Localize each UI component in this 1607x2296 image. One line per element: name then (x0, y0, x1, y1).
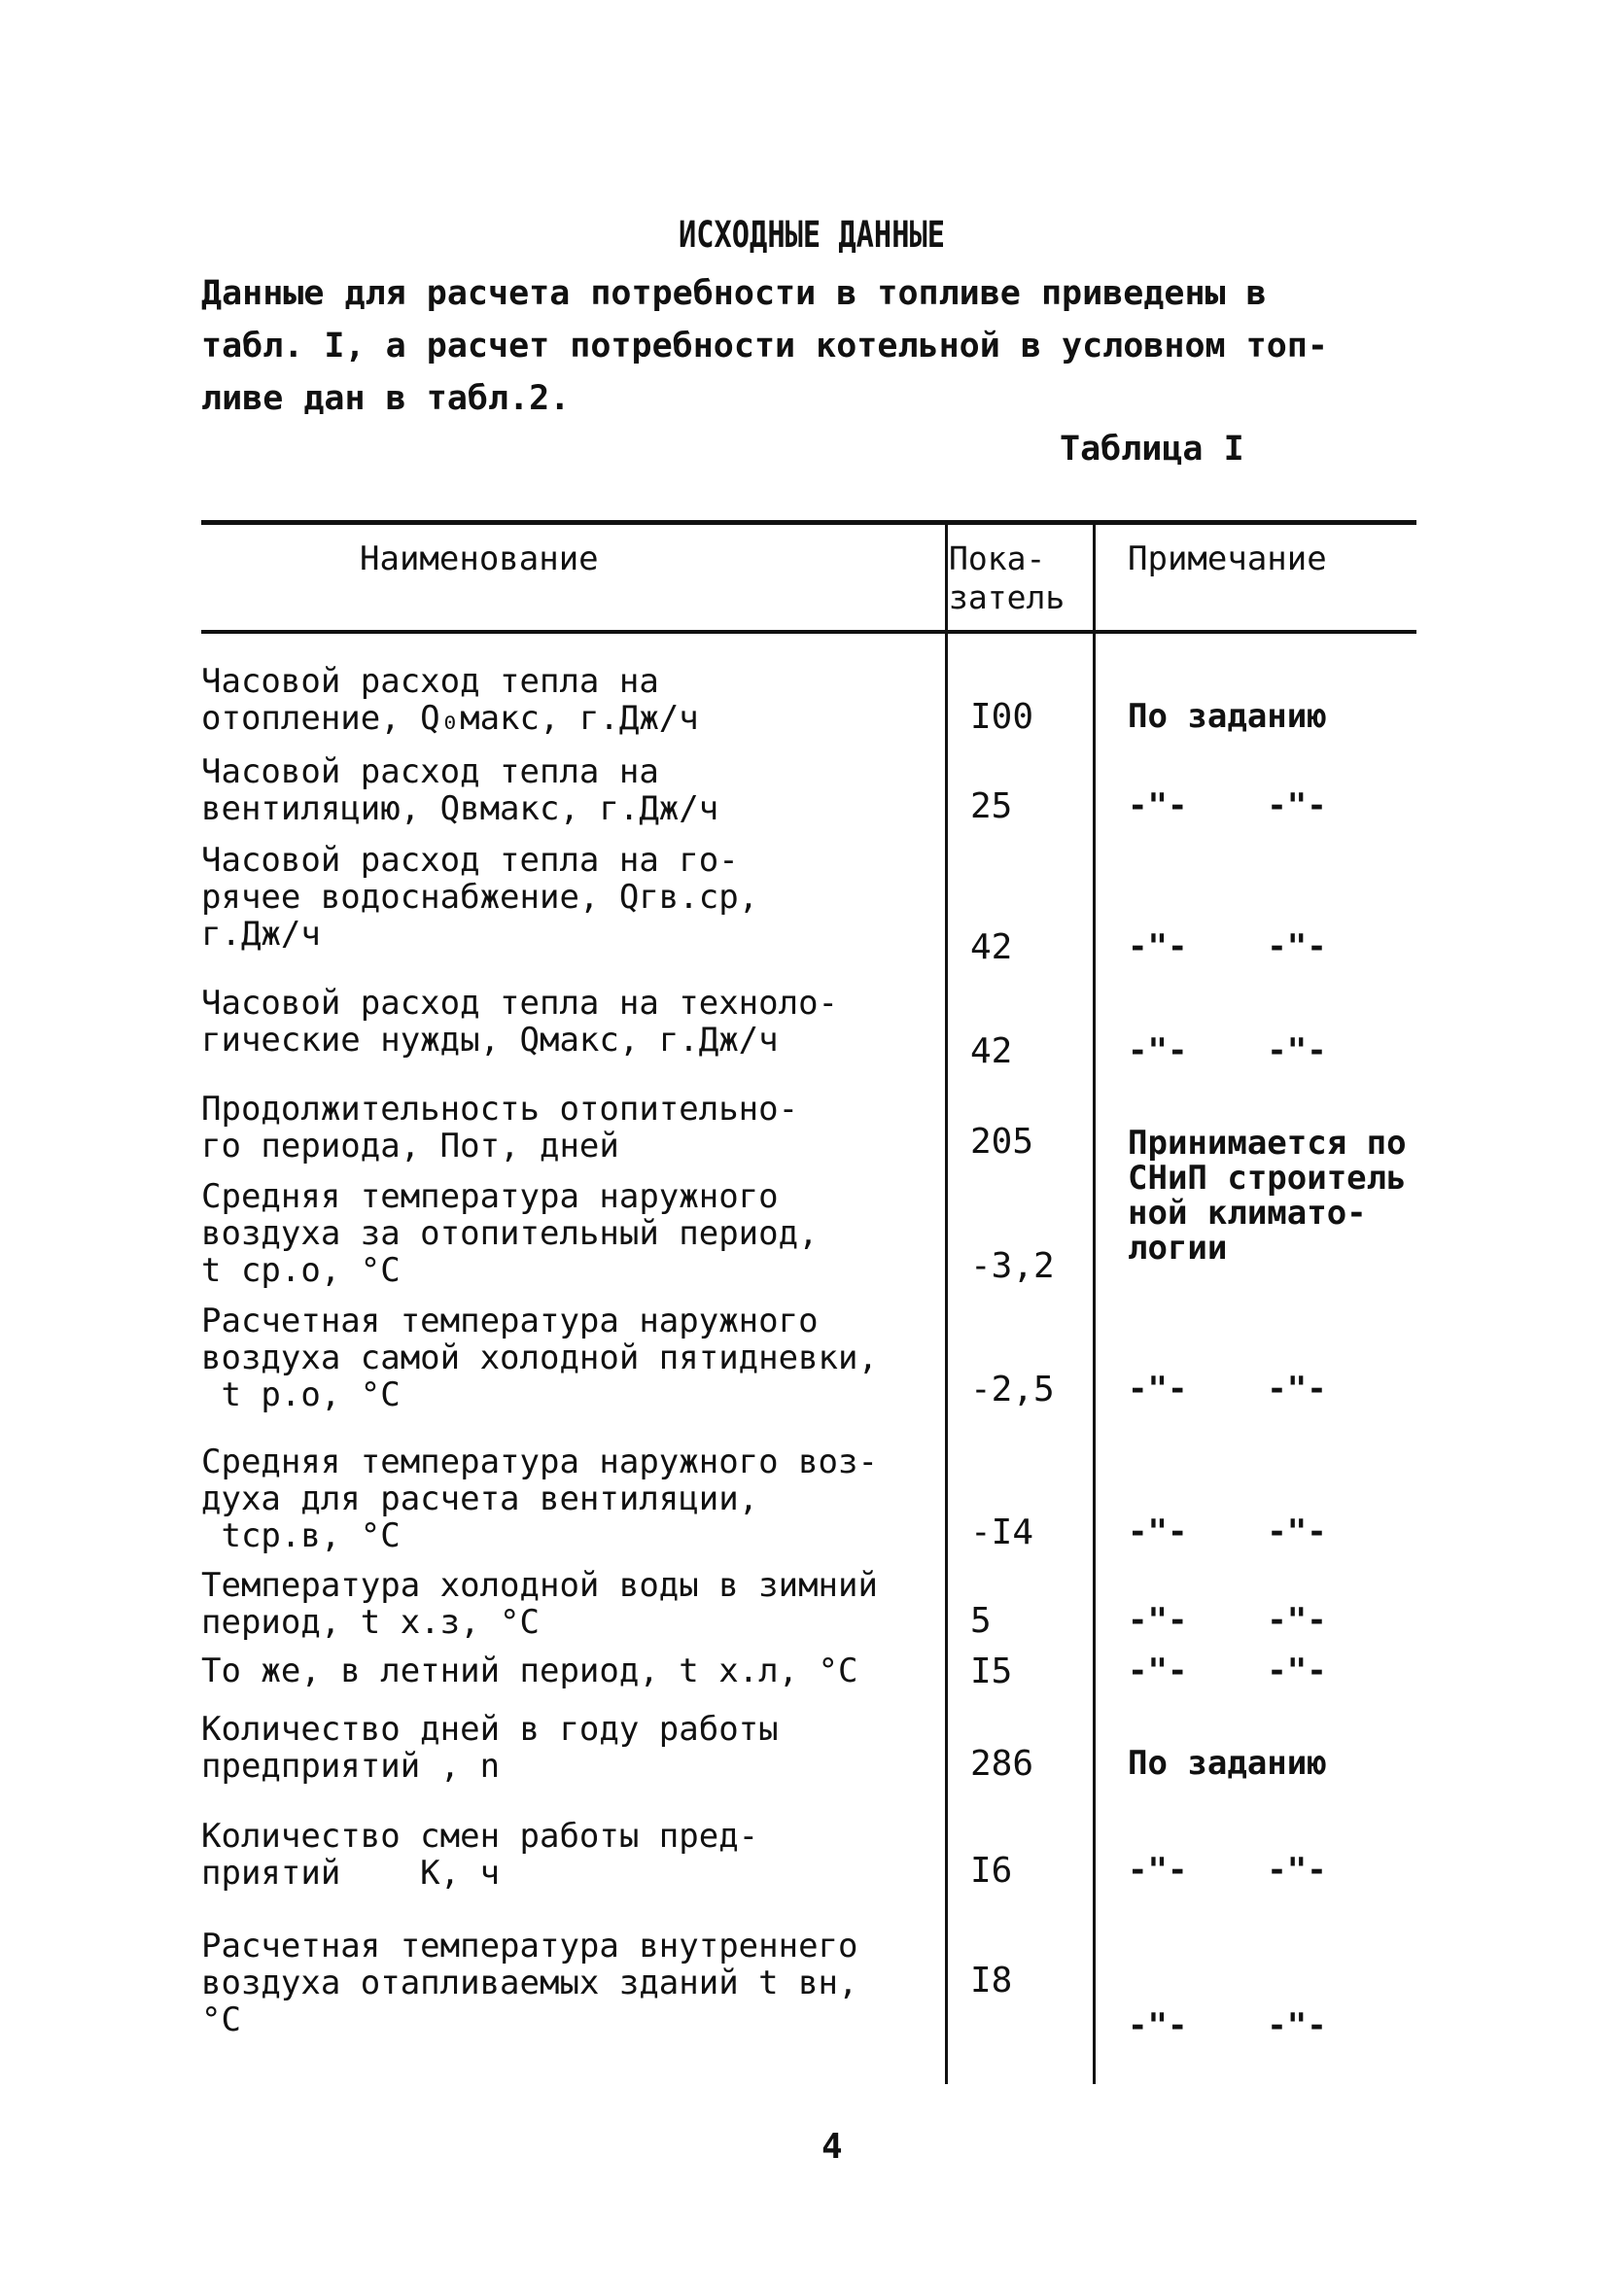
row-1-note: По заданию (1128, 697, 1327, 736)
section-heading: ИСХОДНЫЕ ДАННЫЕ (678, 214, 945, 256)
page-number: 4 (821, 2127, 843, 2167)
column-header-name: Наименование (360, 539, 599, 578)
row-10-value: I5 (970, 1652, 1013, 1691)
row-13-name: Расчетная температура внутреннего воздуха отапливаемых зданий t вн, °С (201, 1927, 858, 2039)
row-11-note: По заданию (1128, 1744, 1327, 1783)
table-header-rule (201, 630, 1416, 634)
row-3-name: Часовой расход тепла на го- рячее водоснабжение, Qгв.ср, г.Дж/ч (201, 841, 759, 954)
row-8-value: -I4 (970, 1513, 1034, 1552)
table-caption: Таблица I (1060, 430, 1244, 469)
row-13-value: I8 (970, 1961, 1013, 2000)
column-header-note: Примечание (1128, 539, 1327, 578)
column-header-value: Пока- затель (949, 539, 1066, 616)
row-10-name: То же, в летний период, t х.л, °С (201, 1652, 858, 1690)
row-4-name: Часовой расход тепла на техноло- гические нужды, Qмакс, г.Дж/ч (201, 984, 839, 1060)
row-7-name: Расчетная температура наружного воздуха самой холодной пятидневки, t р.о, °С (201, 1302, 878, 1414)
table-top-rule (201, 520, 1416, 525)
row-12-note: -"- -"- (1128, 1851, 1327, 1890)
row-4-note: -"- -"- (1128, 1031, 1327, 1070)
row-1-name: Часовой расход тепла на отопление, Q₀макс, г.Дж/ч (201, 662, 699, 738)
row-7-note: -"- -"- (1128, 1370, 1327, 1409)
row-6-value: -3,2 (970, 1246, 1055, 1286)
row-8-note: -"- -"- (1128, 1513, 1327, 1551)
row-5-name: Продолжительность отопительно- го периода, Пот, дней (201, 1090, 799, 1165)
row-9-note: -"- -"- (1128, 1601, 1327, 1640)
column-divider-2 (1093, 523, 1096, 2084)
row-9-value: 5 (970, 1601, 992, 1641)
row-11-name: Количество дней в году работы предприятий , n (201, 1710, 779, 1786)
intro-paragraph: Данные для расчета потребности в топливе приведены в табл. I, а расчет потребности котельной в условном топ- ливе дан в табл.2. (201, 274, 1328, 418)
row-5-value: 205 (970, 1122, 1034, 1162)
row-3-note: -"- -"- (1128, 927, 1327, 966)
row-10-note: -"- -"- (1128, 1652, 1327, 1690)
row-4-value: 42 (970, 1031, 1013, 1071)
row-9-name: Температура холодной воды в зимний период, t х.з, °С (201, 1566, 878, 1642)
row-5-note: Принимается по СНиП строитель ной климато- логии (1128, 1124, 1407, 1268)
row-7-value: -2,5 (970, 1370, 1055, 1409)
row-6-name: Средняя температура наружного воздуха за отопительный период, t ср.о, °С (201, 1177, 819, 1290)
row-8-name: Средняя температура наружного воз- духа для расчета вентиляции, tср.в, °С (201, 1443, 878, 1555)
row-12-value: I6 (970, 1851, 1013, 1891)
row-11-value: 286 (970, 1744, 1034, 1784)
row-2-name: Часовой расход тепла на вентиляцию, Qвмакс, г.Дж/ч (201, 752, 719, 828)
row-12-name: Количество смен работы пред- приятий К, ч (201, 1817, 759, 1893)
row-3-value: 42 (970, 927, 1013, 967)
row-2-note: -"- -"- (1128, 786, 1327, 825)
row-1-value: I00 (970, 697, 1034, 737)
row-13-note: -"- -"- (1128, 2006, 1327, 2045)
row-2-value: 25 (970, 786, 1013, 826)
